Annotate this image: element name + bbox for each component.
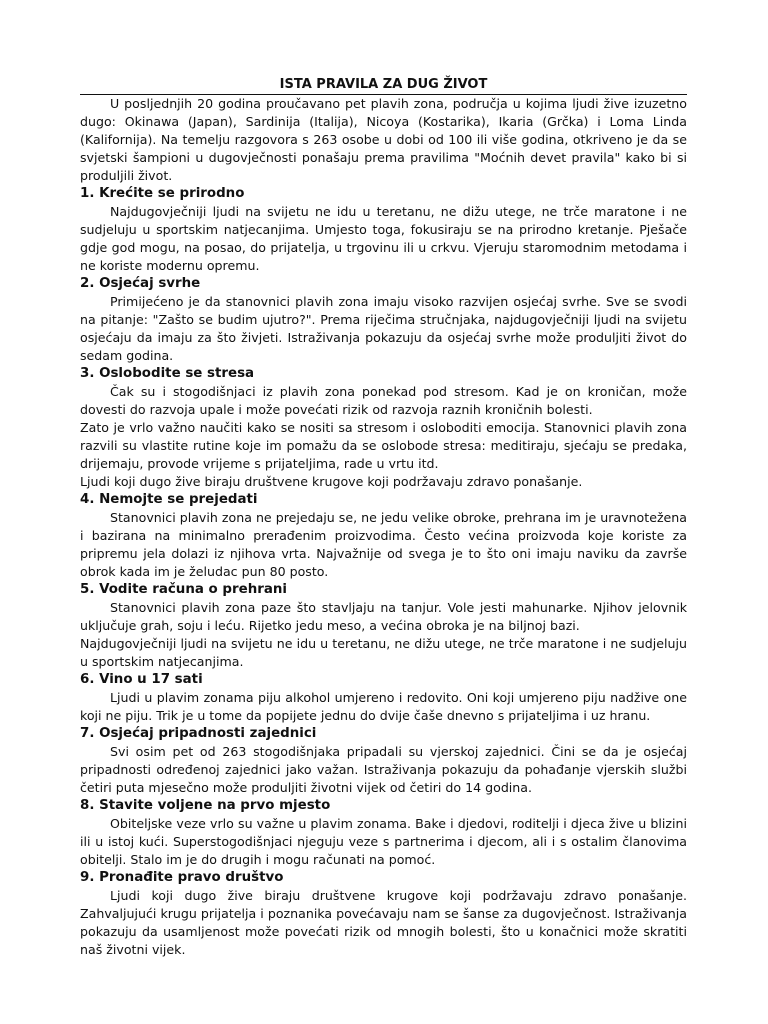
intro-paragraph: U posljednjih 20 godina proučavano pet plavih zona, područja u kojima ljudi žive izuzetno dugo: Okinawa (Japan), Sardinija (Italija), Nicoya (Kostarika), Ikaria (Grčka) i Loma Linda (Kalifornija). Na temelju razgovora s 263 osobe u dobi od 100 ili više godina, otkriveno je da se svjetski šampioni u dugovječnosti ponašaju prema pravilima "Moćnih devet pravila" kako bi si produljili život. bbox=[80, 96, 687, 183]
section-8-paragraph-1: Obiteljske veze vrlo su važne u plavim zonama. Bake i djedovi, roditelji i djeca žive u blizini ili u istoj kući. Superstogodišnjaci njeguju veze s partnerima i djecom, ali i s ostalim članovima obitelji. Stalo im je do drugih i mogu računati na pomoć. bbox=[80, 816, 687, 867]
section-heading-3: 3. Oslobodite se stresa bbox=[80, 366, 255, 381]
section-heading-4: 4. Nemojte se prejedati bbox=[80, 492, 258, 507]
section-heading-9: 9. Pronađite pravo društvo bbox=[80, 870, 284, 885]
section-1-paragraph-1: Najdugovječniji ljudi na svijetu ne idu u teretanu, ne dižu utege, ne trče maratone i ne sudjeluju u sportskim natjecanjima. Umjesto toga, fokusiraju se na prirodno kretanje. Pješače gdje god mogu, na posao, do prijatelja, u trgovinu ili u crkvu. Vjeruju staromodnim metodama i ne koriste modernu opremu. bbox=[80, 204, 687, 273]
section-3-paragraph-1: Čak su i stogodišnjaci iz plavih zona ponekad pod stresom. Kad je on kroničan, može dovesti do razvoja upale i može povećati rizik od razvoja raznih kroničnih bolesti. bbox=[80, 384, 687, 417]
document-page bbox=[80, 76, 687, 959]
section-heading-8: 8. Stavite voljene na prvo mjesto bbox=[80, 798, 331, 813]
section-4-paragraph-1: Stanovnici plavih zona ne prejedaju se, ne jedu velike obroke, prehrana im je uravnotežena i bazirana na minimalno prerađenim proizvodima. Često većina proizvoda koje koriste za pripremu jela dolazi iz njihova vrta. Najvažnije od svega je to što oni imaju naviku da završe obrok kada im je želudac pun 80 posto. bbox=[80, 510, 687, 579]
section-2-paragraph-1: Primijećeno je da stanovnici plavih zona imaju visoko razvijen osjećaj svrhe. Sve se svodi na pitanje: "Zašto se budim ujutro?". Prema riječima stručnjaka, najdugovječniji ljudi na svijetu osjećaju da imaju za što živjeti. Istraživanja pokazuju da osjećaj svrhe može produljiti život do sedam godina. bbox=[80, 294, 687, 363]
section-heading-7: 7. Osjećaj pripadnosti zajednici bbox=[80, 726, 317, 741]
section-9-paragraph-1: Ljudi koji dugo žive biraju društvene krugove koji podržavaju zdravo ponašanje. Zahvaljujući krugu prijatelja i poznanika povećavaju nam se šanse za dugovječnost. Istraživanja pokazuju da usamljenost može povećati rizik od mnogih bolesti, što u konačnici može skratiti naš životni vijek. bbox=[80, 888, 687, 957]
section-heading-5: 5. Vodite računa o prehrani bbox=[80, 582, 287, 597]
section-3-paragraph-2: Zato je vrlo važno naučiti kako se nositi sa stresom i osloboditi emocija. Stanovnici plavih zona razvili su vlastite rutine koje im pomažu da se oslobode stresa: meditiraju, sjećaju se predaka, drijemaju, provode vrijeme s prijateljima, rade u vrtu itd. bbox=[80, 420, 687, 471]
section-5-paragraph-2: Najdugovječniji ljudi na svijetu ne idu u teretanu, ne dižu utege, ne trče maratone i ne sudjeluju u sportskim natjecanjima. bbox=[80, 636, 687, 669]
section-heading-2: 2. Osjećaj svrhe bbox=[80, 276, 201, 291]
section-5-paragraph-1: Stanovnici plavih zona paze što stavljaju na tanjur. Vole jesti mahunarke. Njihov jelovnik uključuje grah, soju i leću. Rijetko jedu meso, a većina obroka je na biljnoj bazi. bbox=[80, 600, 687, 633]
section-7-paragraph-1: Svi osim pet od 263 stogodišnjaka pripadali su vjerskoj zajednici. Čini se da je osjećaj pripadnosti određenoj zajednici jako važan. Istraživanja pokazuju da pohađanje vjerskih službi četiri puta mjesečno može produljiti životni vijek od četiri do 14 godina. bbox=[80, 744, 687, 795]
document-title: ISTA PRAVILA ZA DUG ŽIVOT bbox=[80, 76, 687, 95]
section-heading-1: 1. Krećite se prirodno bbox=[80, 186, 245, 201]
section-heading-6: 6. Vino u 17 sati bbox=[80, 672, 203, 687]
section-3-paragraph-3: Ljudi koji dugo žive biraju društvene krugove koji podržavaju zdravo ponašanje. bbox=[80, 474, 583, 489]
section-6-paragraph-1: Ljudi u plavim zonama piju alkohol umjereno i redovito. Oni koji umjereno piju nadžive one koji ne piju. Trik je u tome da popijete jednu do dvije čaše dnevno s prijateljima i uz hranu. bbox=[80, 690, 687, 723]
